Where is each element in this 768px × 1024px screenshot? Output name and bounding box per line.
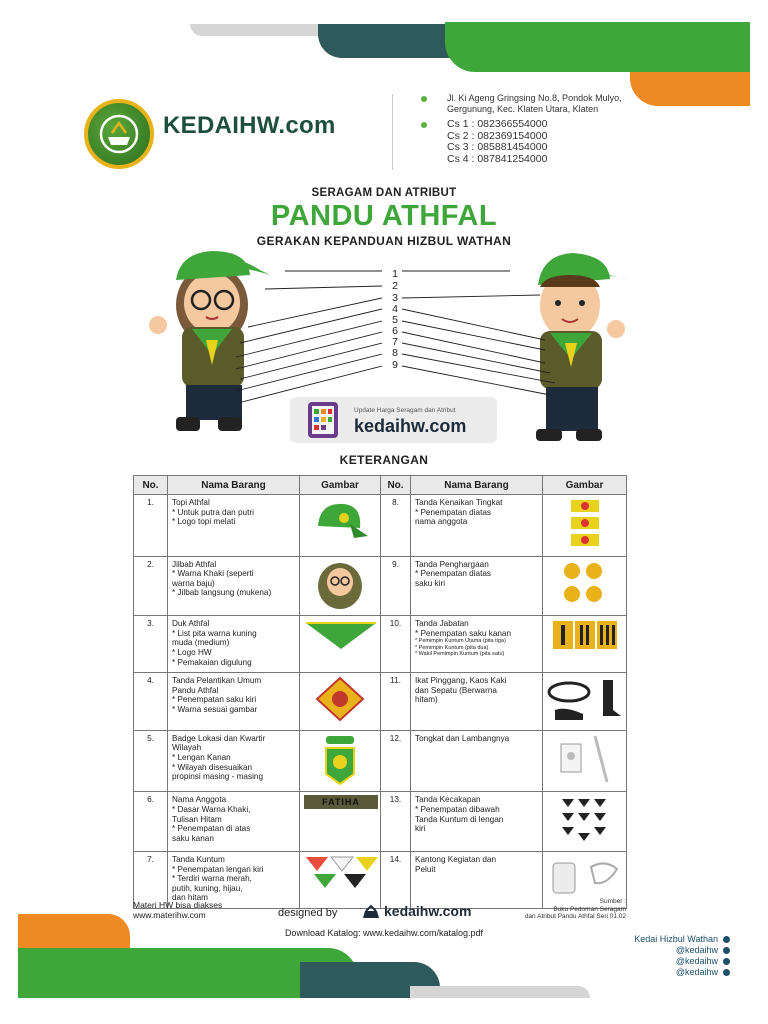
item-detail: propinsi masing - masing [172,772,264,782]
item-detail: Pandu Athfal [172,685,219,695]
brand-address: Jl. Ki Ageng Gringsing No.8, Pondok Mulyo, Gergunung, Kec. Klaten Utara, Klaten [447,93,622,114]
item-name: Topi Athfal [172,498,210,507]
item-detail: dan Sepatu (Berwarna [415,685,497,695]
contact-cs3: Cs 3 : 085881454000 [447,141,548,153]
promo-caption: Update Harga Seragam dan Atribut [354,407,456,414]
image-neckerchief [300,616,381,673]
item-detail: Wilayah [172,743,202,753]
top-band-green [445,22,750,72]
item-desc [411,792,543,852]
item-no: 8. [381,495,411,557]
title-subtitle: GERAKAN KEPANDUAN HIZBUL WATHAN [256,234,512,248]
item-desc [168,792,300,852]
item-no: 3. [134,616,168,673]
callout-number: 6 [392,325,398,337]
item-no: 9. [381,556,411,616]
social-tiktok[interactable] [676,956,730,966]
item-detail: warna baju) [172,578,215,588]
shopee-icon [723,969,730,976]
item-detail: Tulisan Hitam [172,814,222,824]
tiktok-icon [723,958,730,965]
item-no: 2. [134,556,168,616]
item-detail: dan hitam [172,893,208,903]
item-detail: kiri [415,824,426,834]
kedaihw-logo-icon [360,904,382,922]
contact-cs1: Cs 1 : 082366554000 [447,118,548,130]
item-desc [168,673,300,731]
social-label: Kedai Hizbul Wathan [634,934,718,944]
item-name: Tanda Jabatan [415,619,469,629]
item-name: Nama Anggota [172,795,227,805]
table-row [134,730,627,792]
item-detail: * Lengan Kanan [172,752,231,762]
col-no: No. [381,476,411,495]
callout-number: 4 [392,303,398,315]
item-detail: putih, kuning, hijau, [172,883,243,893]
item-no: 14. [381,851,411,908]
item-name: Tanda Kecakapan [415,795,481,805]
item-detail: nama anggota [415,517,468,527]
item-name: Tanda Kuntum [172,854,225,864]
item-detail: saku kanan [172,833,214,843]
item-subdetail: * Pemimpin Kuntum Utama (pita tiga) [415,638,506,645]
image-stick [543,730,627,792]
item-no: 12. [381,730,411,792]
image-location-badge [300,730,381,792]
table-row [134,495,627,557]
item-detail: muda (medium) [172,638,230,648]
address-bullet [421,96,427,102]
brand-logo [84,99,154,169]
image-hijab [300,556,381,616]
item-desc [411,673,543,731]
item-detail: hitam) [415,695,438,705]
item-desc [411,616,543,673]
social-label: @kedaihw [675,945,718,955]
item-name: Duk Athfal [172,619,210,629]
item-no: 13. [381,792,411,852]
table-row [134,673,627,731]
materi-link[interactable]: www.materihw.com [133,909,206,920]
callout-number: 5 [392,314,398,326]
item-desc [168,495,300,557]
image-kuntum-badges [300,851,381,908]
col-nama: Nama Barang [168,476,300,495]
table-row [134,792,627,852]
item-detail: * Penempatan saku kanan [415,628,512,638]
item-desc [168,556,300,616]
instagram-icon [723,947,730,954]
item-no: 10. [381,616,411,673]
col-gambar: Gambar [543,476,627,495]
social-label: @kedaihw [675,967,718,977]
table-header-row [134,476,627,495]
item-detail: * Penempatan dibawah [415,804,500,814]
girl-scout-illustration [149,251,270,431]
callout-number: 2 [392,280,398,292]
col-nama: Nama Barang [411,476,543,495]
brand-name: KEDAIHW.com [163,112,336,139]
item-detail: * Penempatan di atas [172,824,251,834]
image-name-tag [300,792,381,852]
item-detail: * Untuk putra dan putri [172,507,254,517]
table-row [134,556,627,616]
item-name: Kantong Kegiatan dan [415,854,497,864]
bottom-band-orange [18,914,130,950]
item-detail: * Penempatan diatas [415,507,492,517]
col-no: No. [134,476,168,495]
item-detail: * Penempatan diatas [415,569,492,579]
callout-number: 7 [392,336,398,348]
item-detail: * Wilayah disesuaikan [172,762,253,772]
item-name: Tanda Kenaikan Tingkat [415,498,503,507]
item-detail: * Dasar Warna Khaki, [172,804,251,814]
item-detail: Peluit [415,864,436,874]
header-divider [392,94,393,170]
social-label: @kedaihw [675,956,718,966]
keterangan-title: KETERANGAN [339,453,429,467]
designed-by-label: designed by [278,907,338,919]
item-desc [168,616,300,673]
item-name: Tanda Pelantikan Umum [172,676,262,686]
promo-link[interactable]: kedaihw.com [354,416,467,436]
item-no: 11. [381,673,411,731]
top-band-teal [318,24,458,58]
image-position-tabs [543,616,627,673]
items-table [133,475,627,909]
item-detail: * Terdiri warna merah, [172,874,252,884]
item-name: Tanda Penghargaan [415,559,489,569]
boy-scout-illustration [536,253,630,441]
contact-list [447,119,547,165]
item-detail: saku kiri [415,578,446,588]
item-no: 5. [134,730,168,792]
item-name: Jilbab Athfal [172,559,217,569]
source-note [470,898,626,921]
source-line-2: dan Atribut Pandu Athfal Seri 01.02 [524,913,626,920]
item-no: 1. [134,495,168,557]
name-tag: FATIHA [304,795,378,809]
callout-number: 3 [392,292,398,304]
item-subdetail: * Pemimpin Kuntum (pita dua) [415,644,489,651]
bottom-band-gray [410,986,590,998]
phone-icon [306,401,340,439]
item-detail: Tanda Kuntum di lengan [415,814,504,824]
contact-cs2: Cs 2 : 082369154000 [447,129,548,142]
title-small: SERAGAM DAN ATRIBUT [311,187,457,199]
contact-cs4: Cs 4 : 087841254000 [447,152,548,165]
designed-by-logo[interactable]: kedaihw.com [384,903,472,919]
callout-number: 8 [392,347,398,359]
social-shopee[interactable] [676,967,730,977]
source-line-1: Buku Pedoman Seragam [553,905,626,913]
image-rank-badges [543,495,627,557]
item-subdetail: * Wakil Pemimpin Kuntum (pita satu) [415,651,505,658]
item-desc [168,730,300,792]
table-row [134,616,627,673]
item-no: 6. [134,792,168,852]
download-catalog-link[interactable]: Download Katalog: www.kedaihw.com/katalog.pdf [284,928,484,938]
image-hat [300,495,381,557]
item-name: Ikat Pinggang, Kaos Kaki [415,676,507,686]
item-detail: * Logo HW [172,647,212,657]
image-award-badges [543,556,627,616]
item-detail: * Warna Khaki (seperti [172,569,254,579]
item-desc [411,730,543,792]
page-title: PANDU ATHFAL [270,200,498,232]
col-gambar: Gambar [300,476,381,495]
image-skill-badges [543,792,627,852]
image-belt-socks-shoes [543,673,627,731]
social-instagram[interactable] [676,945,730,955]
social-facebook[interactable] [634,934,730,944]
item-desc [411,495,543,557]
item-no: 4. [134,673,168,731]
image-badge-diamond [300,673,381,731]
materi-text: Materi HW bisa diakses [133,900,223,910]
footer-materi [133,901,222,920]
item-detail: * Pemakaian digulung [172,657,252,667]
item-name: Tongkat dan Lambangnya [415,733,510,743]
item-detail: * Warna sesuai gambar [172,704,258,714]
item-detail: * Logo topi melati [172,517,236,527]
source-label: Sumber : [599,898,626,905]
facebook-icon [723,936,730,943]
callout-number: 1 [392,268,398,280]
callout-number: 9 [392,359,398,371]
item-detail: * Penempatan lengan kiri [172,864,264,874]
item-name: Badge Lokasi dan Kwartir [172,733,266,743]
item-detail: * Penempatan saku kiri [172,695,257,705]
contact-bullet [421,122,427,128]
item-no: 7. [134,851,168,908]
item-detail: * List pita warna kuning [172,628,257,638]
item-desc [411,556,543,616]
item-detail: * Jilbab langsung (mukena) [172,588,272,598]
